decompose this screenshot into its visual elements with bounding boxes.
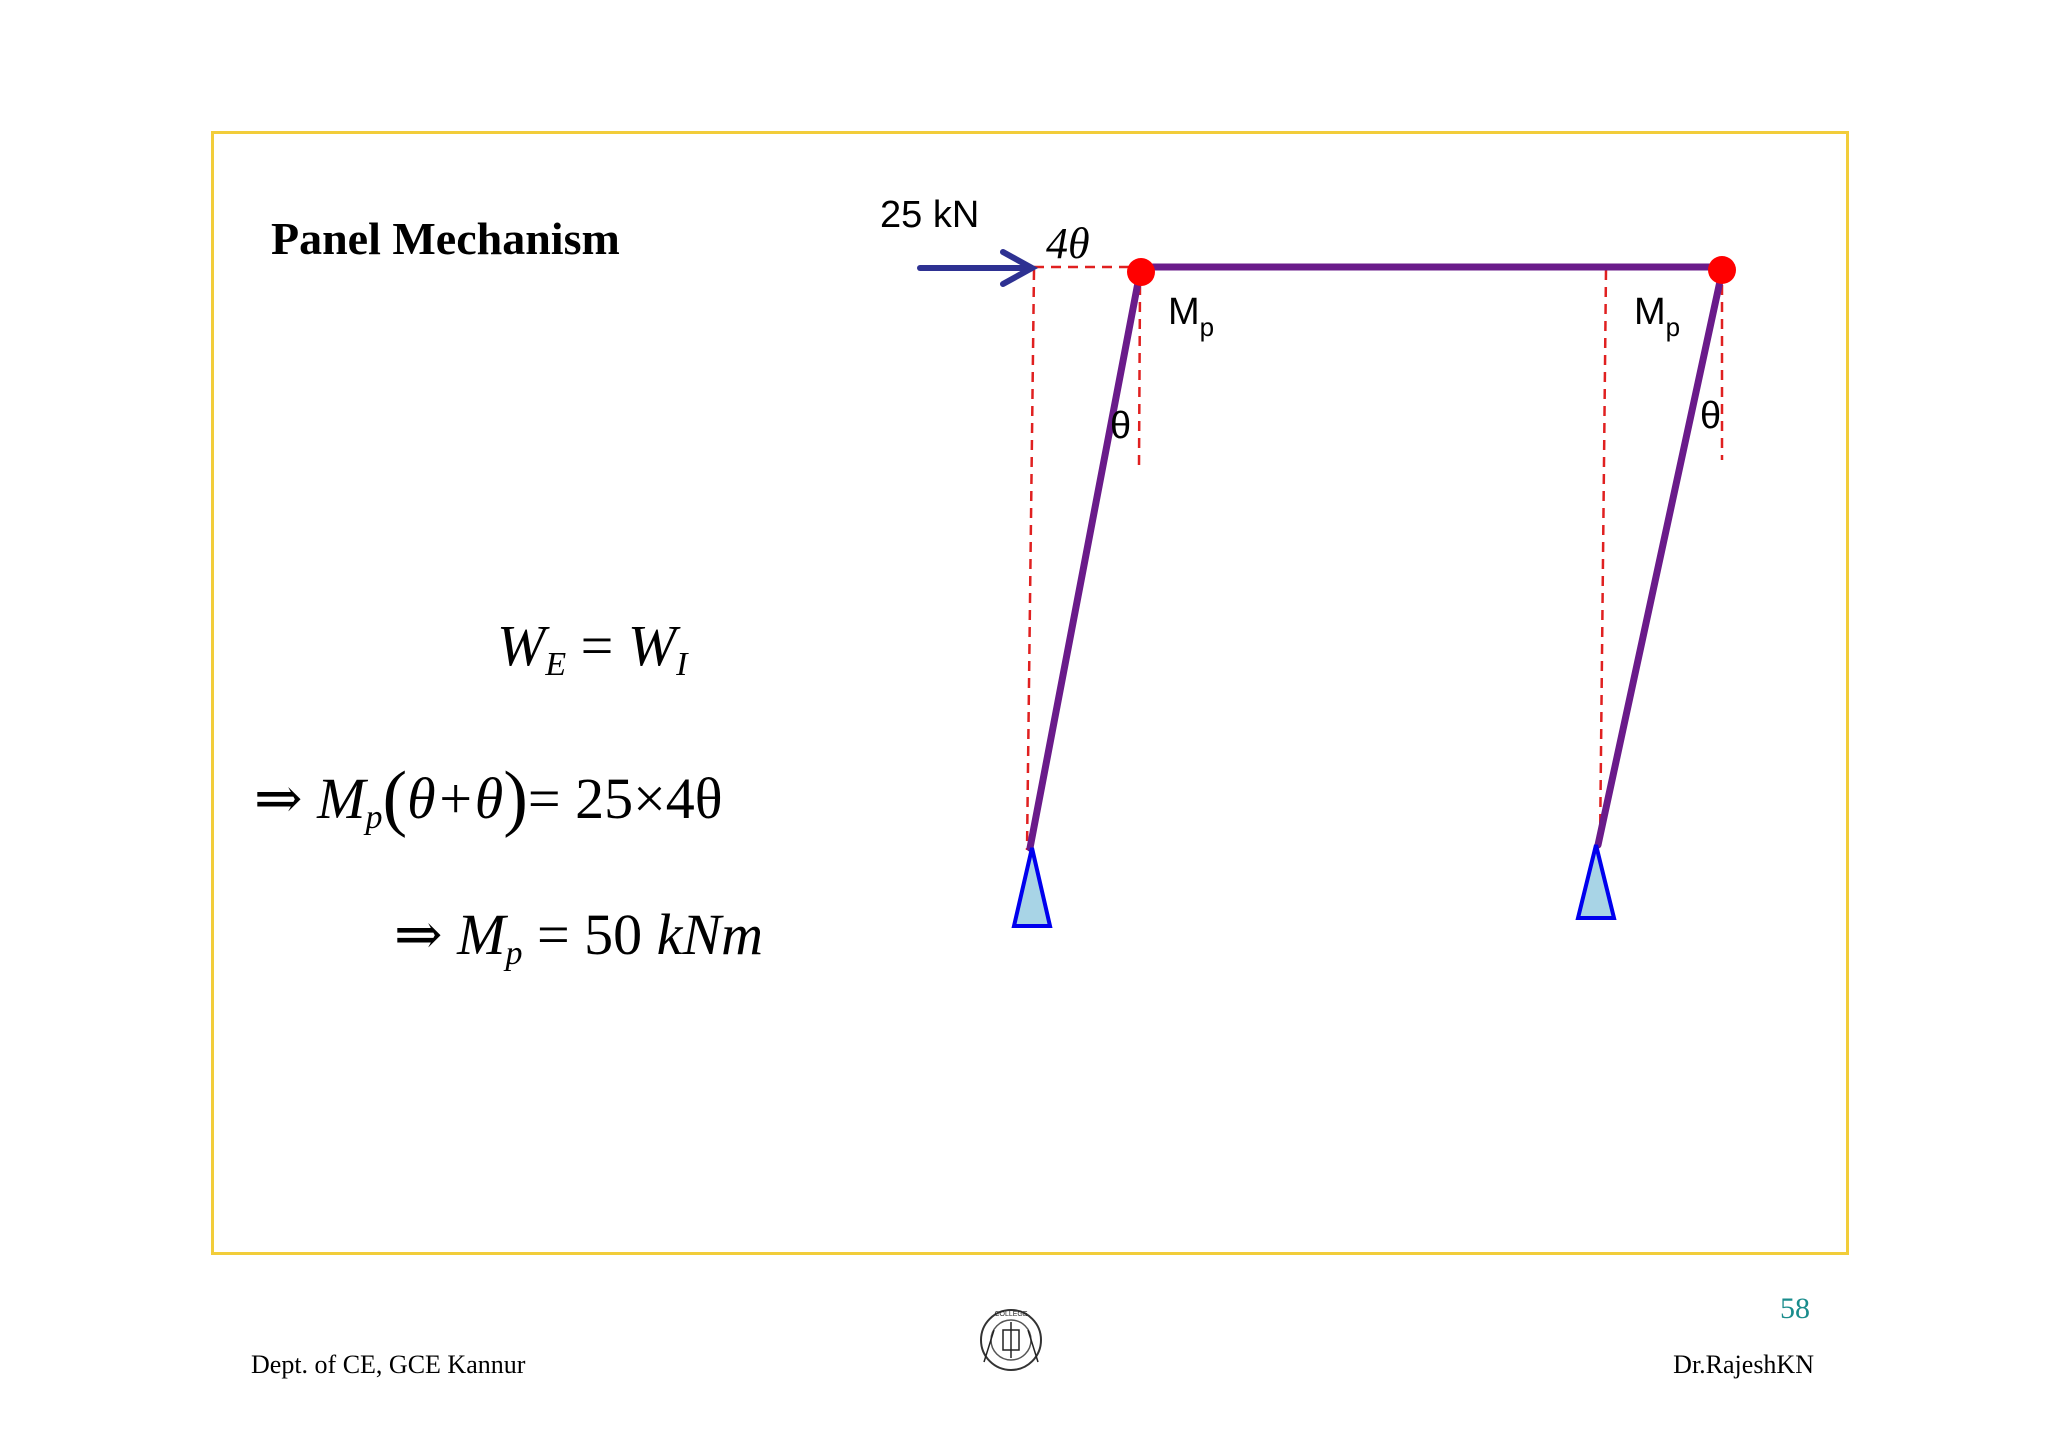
load-arrow	[920, 252, 1032, 284]
eq1-rhs: W	[627, 613, 677, 678]
eq2-rhs: = 25×4θ	[527, 766, 723, 831]
load-label: 25 kN	[880, 194, 980, 236]
right-moment-label	[1634, 291, 1680, 342]
eq3-rhs-num: = 50	[536, 902, 643, 967]
eq1-op: =	[580, 613, 614, 678]
right-moment-m: M	[1634, 291, 1666, 333]
left-pin-support	[1014, 848, 1050, 926]
eq3-m: M	[457, 902, 506, 967]
left-original-dashed-vertical	[1027, 270, 1034, 850]
slide-title: Panel Mechanism	[271, 213, 620, 264]
sway-label: 4θ	[1046, 219, 1090, 268]
page-number: 58	[1780, 1292, 1810, 1325]
eq2-m: M	[317, 766, 366, 831]
eq1-lhs-sub: E	[545, 646, 567, 683]
footer-department: Dept. of CE, GCE Kannur	[251, 1350, 526, 1379]
eq3-rhs-unit: kNm	[656, 902, 763, 967]
college-logo-icon	[976, 1302, 1046, 1380]
eq3-prefix: ⇒	[394, 902, 443, 967]
eq1-lhs: W	[497, 613, 546, 678]
left-rotation-label: θ	[1110, 405, 1132, 447]
left-column	[1030, 272, 1140, 848]
right-moment-sub: p	[1665, 312, 1681, 342]
left-plastic-hinge	[1127, 258, 1155, 286]
eq1-rhs-sub: I	[676, 646, 688, 683]
left-hinge-dashed-vertical	[1139, 285, 1140, 465]
right-pin-support	[1578, 845, 1614, 918]
left-moment-m: M	[1168, 291, 1200, 333]
eq2-paren-close: )	[503, 757, 528, 839]
right-column	[1598, 272, 1722, 845]
logo-text: COLLEGE	[994, 1311, 1028, 1318]
eq2-m-sub: p	[365, 799, 383, 836]
left-moment-label	[1168, 291, 1214, 342]
footer-author: Dr.RajeshKN	[1673, 1350, 1814, 1379]
frame-members	[1030, 267, 1722, 848]
eq2-paren-open: (	[382, 757, 408, 839]
left-moment-sub: p	[1199, 312, 1215, 342]
right-original-dashed-vertical	[1600, 270, 1606, 848]
right-rotation-label: θ	[1700, 395, 1722, 437]
eq2-inner: θ+θ	[407, 766, 504, 831]
eq3-m-sub: p	[505, 935, 523, 972]
right-plastic-hinge	[1708, 256, 1736, 284]
eq2-prefix: ⇒	[254, 766, 303, 831]
